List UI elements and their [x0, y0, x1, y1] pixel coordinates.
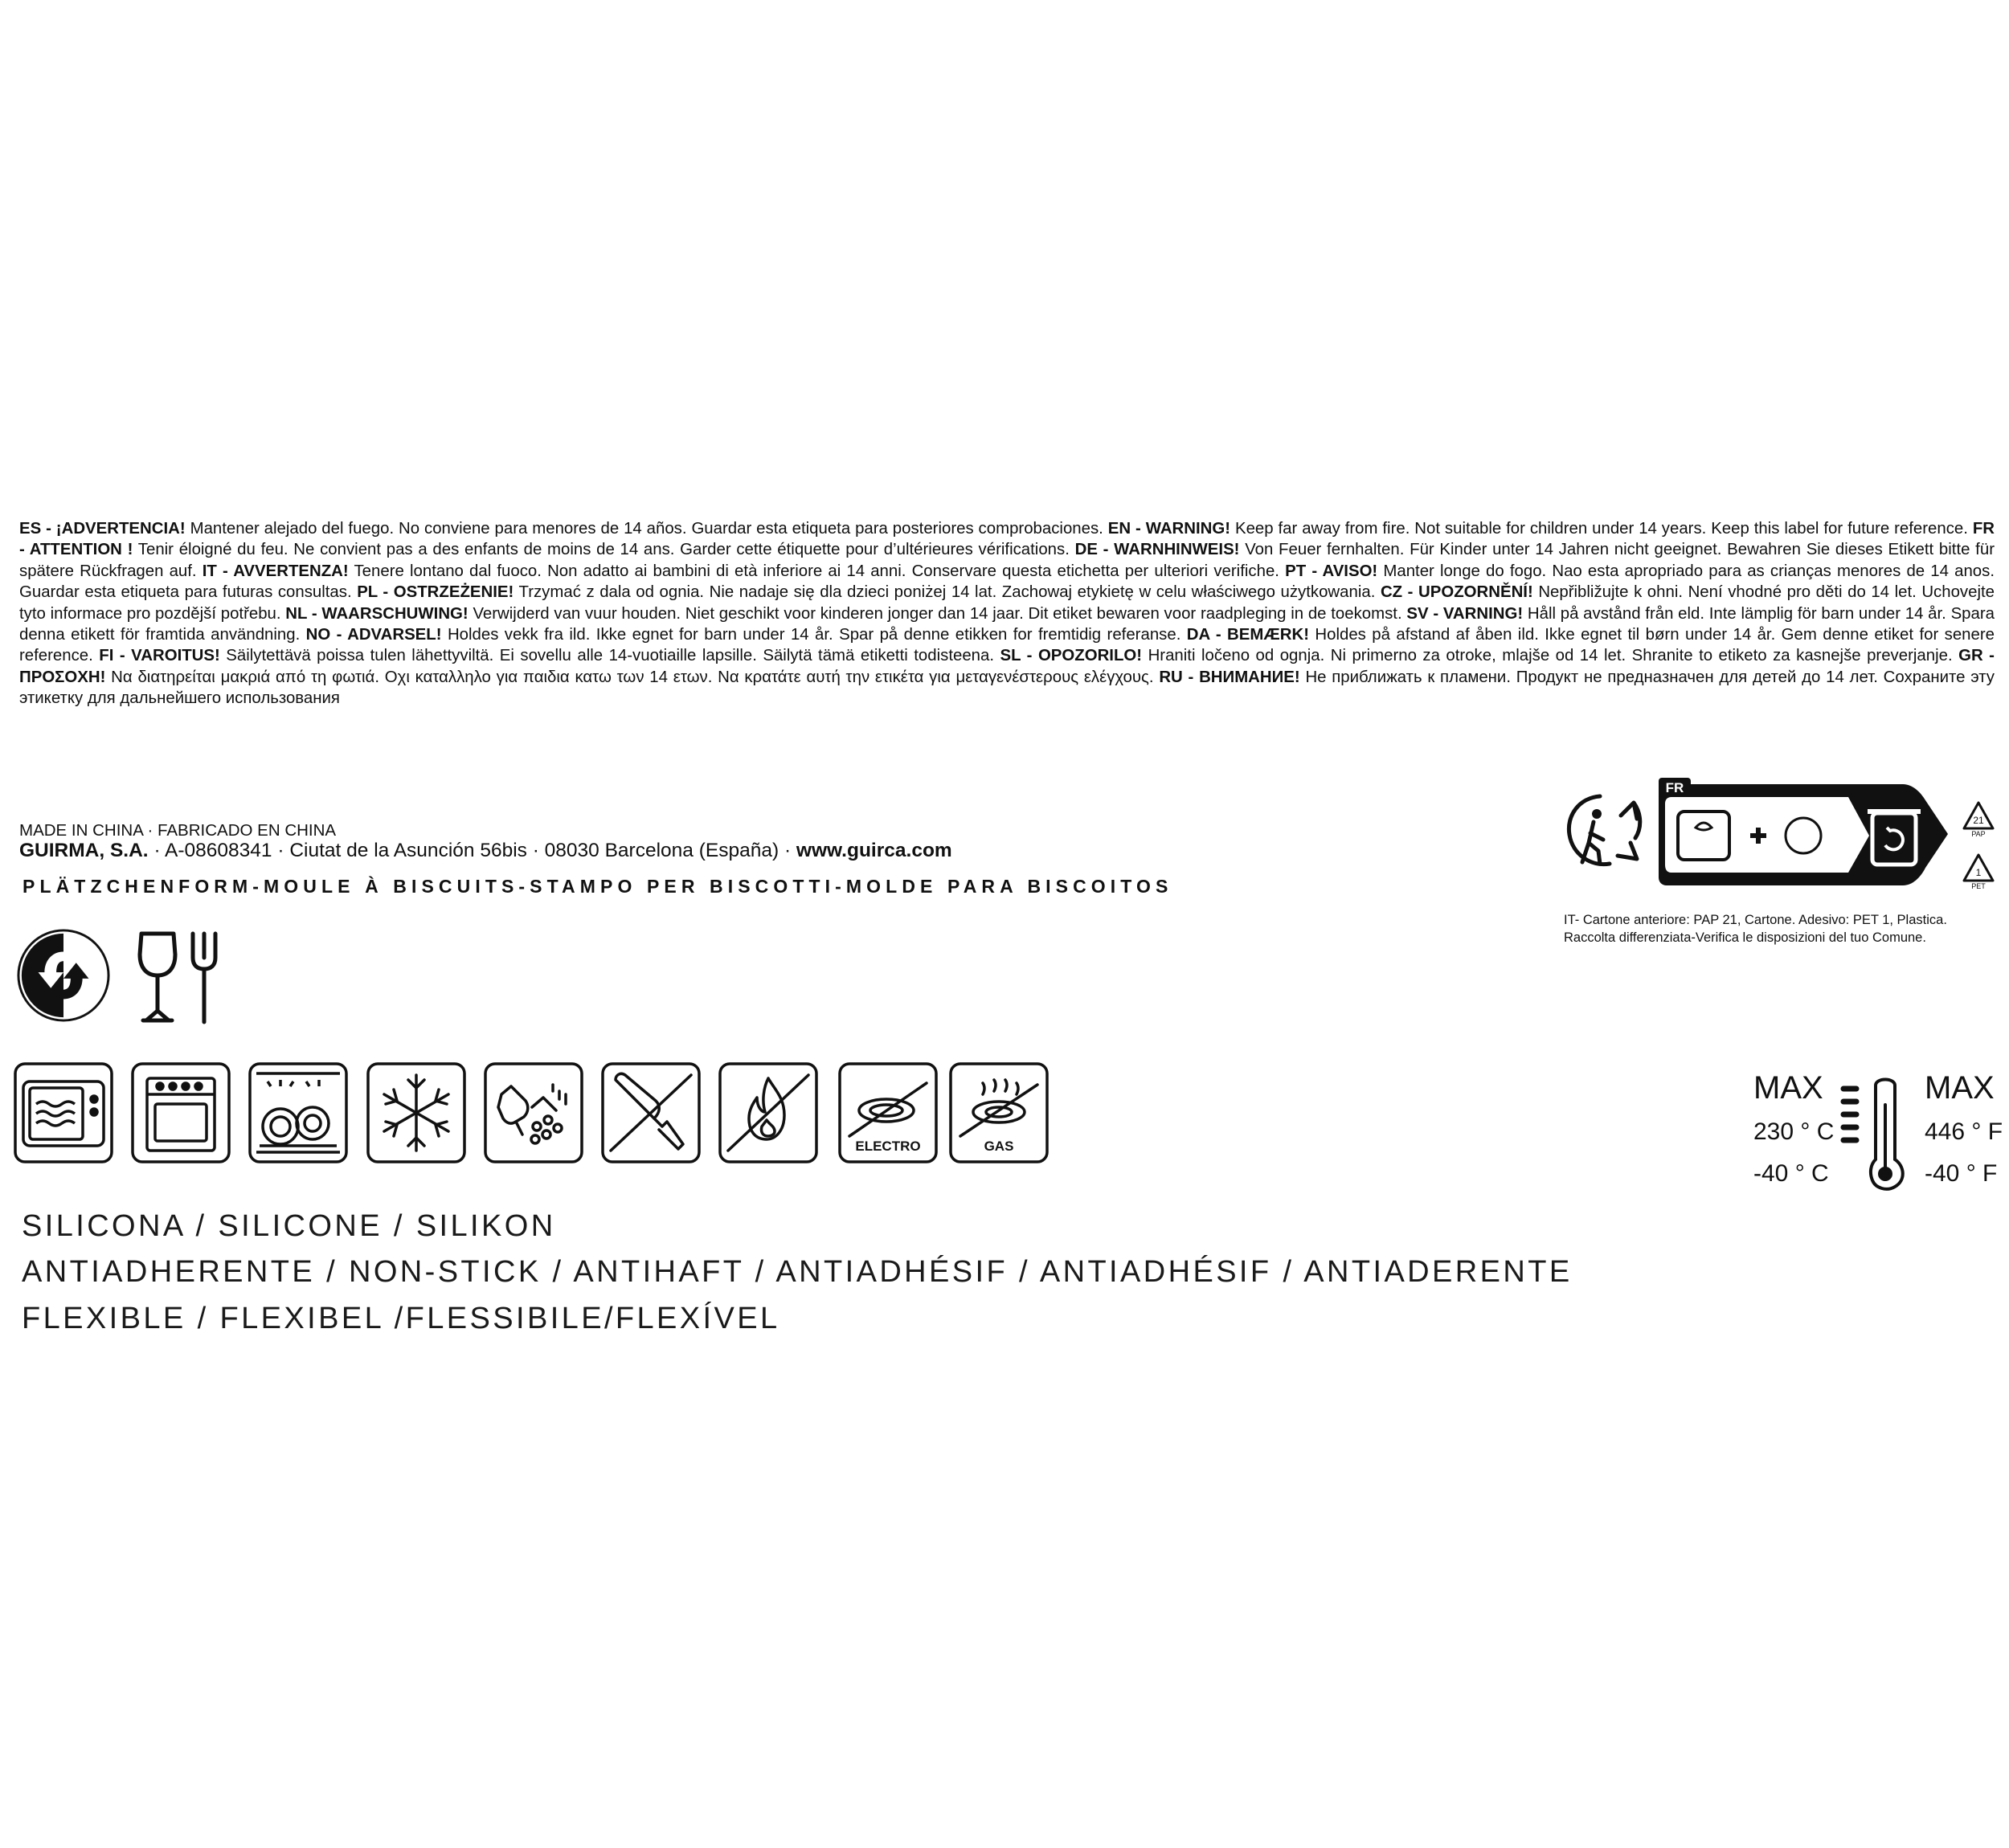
- made-in-text: MADE IN CHINA · FABRICADO EN CHINA: [19, 821, 337, 840]
- min-temp-fahrenheit: -40 ° F: [1925, 1160, 1998, 1187]
- warning-label: DE - WARNHINWEIS!: [1074, 541, 1240, 559]
- warning-text: Holdes på afstand af åben ild. Ikke egnet til børn under 14 år. Gem denne etiket for senere reference.: [19, 626, 1995, 665]
- warning-label: SL - OPOZORILO!: [1000, 647, 1143, 665]
- warning-label: PL - OSTRZEŻENIE!: [357, 583, 514, 602]
- recycling-info-panel: [1655, 778, 1953, 892]
- gas-label: GAS: [984, 1139, 1014, 1154]
- company-details: · A-08608341 · Ciutat de la Asunción 56bis · 08030 Barcelona (España) ·: [153, 840, 792, 861]
- warning-label: FR - ATTENTION !: [19, 520, 1995, 559]
- min-temp-celsius: -40 ° C: [1753, 1160, 1829, 1187]
- warning-text: Keep far away from fire. Not suitable for children under 14 years. Keep this label for future reference.: [1234, 520, 1968, 538]
- oven-icon: [131, 1062, 231, 1163]
- warning-text: Säilytettävä poissa tulen lähettyviltä. Ei sovellu alle 14-vuotiaille lapsille. Säilytä tämä etiketti todisteena.: [226, 647, 995, 665]
- company-line: [19, 840, 952, 862]
- pet-code-number: 1: [1975, 867, 1982, 878]
- warning-text: Mantener alejado del fuego. No conviene para menores de 14 años. Guardar esta etiqueta para posteriores comprobaciones.: [190, 520, 1103, 538]
- warning-text: Manter longe do fogo. Nao esta apropriado para as crianças menores de 14 anos. Guardar esta etiqueta para futuras consultas.: [19, 562, 1995, 602]
- max-temp-celsius: 230 ° C: [1753, 1118, 1835, 1145]
- warning-text: Tenir éloigné du feu. Ne convient pas a des enfants de moins de 14 ans. Garder cette étiquette pour d’ultérieures vérifications.: [137, 541, 1070, 559]
- material-line: SILICONA / SILICONE / SILIKON: [22, 1209, 556, 1243]
- company-name: GUIRMA, S.A.: [19, 840, 149, 861]
- warning-label: ES - ¡ADVERTENCIA!: [19, 520, 186, 538]
- warning-label: SV - VARNING!: [1406, 604, 1524, 623]
- warning-label: EN - WARNING!: [1107, 520, 1231, 538]
- triman-fr-label: FR: [1665, 780, 1684, 795]
- product-name: PLÄTZCHENFORM-MOULE À BISCUITS-STAMPO PER BISCOTTI-MOLDE PARA BISCOITOS: [23, 876, 1173, 897]
- dishwasher-icon: [248, 1062, 348, 1163]
- warning-text: Не приближать к пламени. Продукт не предназначен для детей до 14 лет. Сохраните эту этикетку для дальнейшего использования: [19, 668, 1995, 708]
- freezer-icon: [366, 1062, 466, 1163]
- no-flame-icon: [718, 1062, 818, 1163]
- green-dot-icon: [16, 928, 111, 1023]
- warning-text: Håll på avstånd från eld. Inte lämplig för barn under 14 år. Spara denna etikett för framtida användning.: [19, 604, 1995, 644]
- no-gas-hob-icon: [949, 1062, 1049, 1163]
- warning-label: RU - ВНИМАНИЕ!: [1159, 668, 1300, 686]
- thermometer-icon: [1840, 1073, 1909, 1193]
- recycling-code-pet-1-icon: [1961, 852, 1996, 890]
- triman-icon: [1561, 791, 1648, 872]
- warning-label: FI - VAROITUS!: [99, 647, 220, 665]
- warning-label: PT - AVISO!: [1285, 562, 1378, 580]
- warning-label: DA - BEMÆRK!: [1186, 626, 1309, 644]
- max-label-fahrenheit: MAX: [1925, 1070, 1995, 1106]
- warning-text: Nepřibližujte k ohni. Není vhodné pro děti do 14 let. Uchovejte tyto informace pro pozdější potřebu.: [19, 583, 1995, 623]
- max-label-celsius: MAX: [1753, 1070, 1823, 1106]
- company-website: www.guirca.com: [796, 840, 952, 861]
- warning-text: Να διατηρείται μακριά από τη φωτιά. Οχι καταλληλο για παιδια κατω των 14 ετων. Να κρατάτε αυτή την ετικέτα για μεταγενέστερους ελέγχους.: [111, 668, 1154, 686]
- warning-text: Von Feuer fernhalten. Für Kinder unter 14 Jahren nicht geeignet. Bewahren Sie dieses Etikett bitte für spätere Rückfragen auf.: [19, 541, 1995, 580]
- electro-label: ELECTRO: [855, 1139, 921, 1154]
- pet-code-abbr: PET: [1971, 882, 1986, 890]
- warning-text: Hraniti ločeno od ognja. Ni primerno za otroke, mlajše od 14 let. Shranite to etiketo za kasnejše preverjanje.: [1148, 647, 1953, 665]
- warning-label: NL - WAARSCHUWING!: [285, 604, 468, 623]
- warning-label: NO - ADVARSEL!: [305, 626, 442, 644]
- warning-text: Verwijderd van vuur houden. Niet geschikt voor kinderen jonger dan 14 jaar. Dit etiket bewaren voor raadpleging in de toekomst.: [473, 604, 1402, 623]
- warning-label: CZ - UPOZORNĚNÍ!: [1380, 583, 1533, 602]
- recycling-italy-line-2: Raccolta differenziata-Verifica le disposizioni del tuo Comune.: [1564, 930, 1926, 945]
- material-line: ANTIADHERENTE / NON-STICK / ANTIHAFT / ANTIADHÉSIF / ANTIADHÉSIF / ANTIADERENTE: [22, 1255, 1573, 1289]
- hand-wash-icon: [484, 1062, 583, 1163]
- warning-label: IT - AVVERTENZA!: [202, 562, 349, 580]
- warning-label: GR - ΠΡΟΣΟΧΗ!: [19, 647, 1995, 686]
- pap-code-abbr: PAP: [1971, 830, 1986, 838]
- food-safe-glass-fork-icon: [135, 930, 228, 1027]
- warning-text: Trzymać z dala od ognia. Nie nadaje się dla dzieci poniżej 14 lat. Zachowaj etykietę w celu właściwego użytkowania.: [518, 583, 1376, 602]
- material-line: FLEXIBLE / FLEXIBEL /FLESSIBILE/FLEXÍVEL: [22, 1302, 780, 1335]
- warning-text: Tenere lontano dal fuoco. Non adatto ai bambini di età inferiore ai 14 anni. Conservare questa etichetta per ulteriori verifiche.: [354, 562, 1279, 580]
- max-temp-fahrenheit: 446 ° F: [1925, 1118, 2003, 1145]
- pap-code-number: 21: [1973, 815, 1984, 826]
- warnings-paragraph: [19, 518, 1995, 709]
- no-knife-icon: [601, 1062, 701, 1163]
- recycling-code-pap-21-icon: [1961, 799, 1996, 838]
- recycling-italy-line-1: IT- Cartone anteriore: PAP 21, Cartone. Adesivo: PET 1, Plastica.: [1564, 913, 1947, 927]
- no-electric-hob-icon: [838, 1062, 938, 1163]
- warning-text: Holdes vekk fra ild. Ikke egnet for barn under 14 år. Spar på denne etikken for fremtidig referanse.: [447, 626, 1181, 644]
- microwave-icon: [14, 1062, 113, 1163]
